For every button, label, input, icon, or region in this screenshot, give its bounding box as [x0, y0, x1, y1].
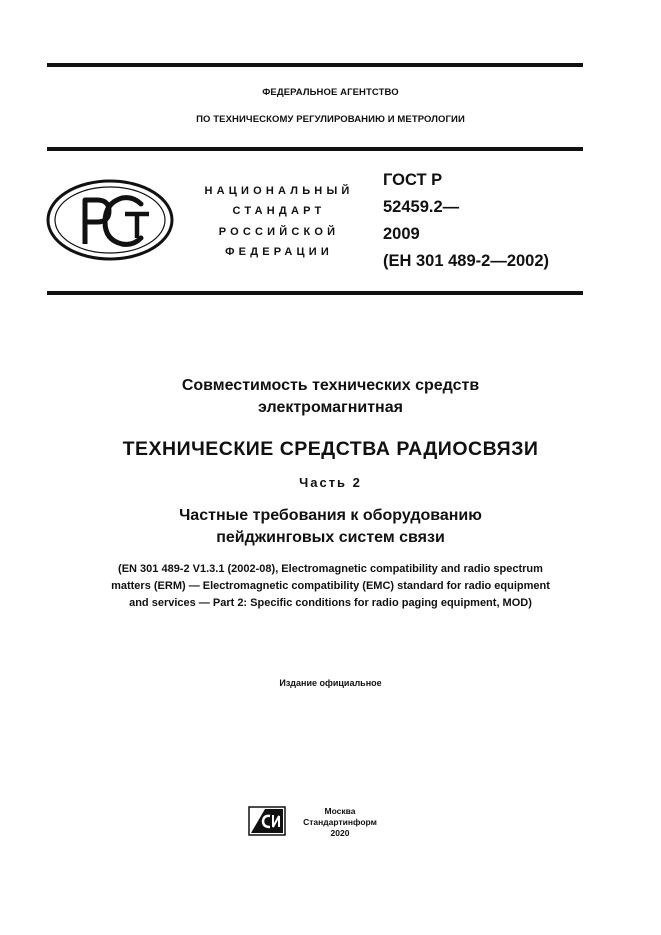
publisher-name: Стандартинформ [303, 817, 377, 827]
agency-line-2: ПО ТЕХНИЧЕСКОМУ РЕГУЛИРОВАНИЮ И МЕТРОЛОГИИ [196, 114, 465, 125]
subtitle-line-1: Частные требования к оборудованию [179, 507, 482, 524]
standard-type-line-2: СТАНДАРТ [232, 205, 326, 217]
standard-type-line-4: ФЕДЕРАЦИИ [225, 246, 333, 258]
standartinform-logo-icon [248, 806, 286, 836]
standard-type-line-1: НАЦИОНАЛЬНЫЙ [204, 185, 354, 197]
part-label: Часть 2 [299, 475, 362, 490]
en-reference-line-2: matters (ERM) — Electromagnetic compatibility (EMC) standard for radio equipment [111, 580, 550, 592]
en-reference-line-3: and services — Part 2: Specific conditions for radio paging equipment, MOD) [129, 597, 532, 609]
designation-rule [47, 291, 583, 295]
main-title: ТЕХНИЧЕСКИЕ СРЕДСТВА РАДИОСВЯЗИ [122, 438, 539, 460]
title-line-2: электромагнитная [258, 399, 403, 416]
publisher-city: Москва [324, 806, 356, 816]
en-reference-line-1: (EN 301 489-2 V1.3.1 (2002-08), Electromagnetic compatibility and radio spectrum [118, 563, 543, 575]
top-rule [47, 63, 583, 67]
title-line-1: Совместимость технических средств [181, 377, 480, 394]
standard-type-line-3: РОССИЙСКОЙ [218, 226, 340, 238]
designation-line-3: 2009 [383, 225, 420, 243]
edition-label: Издание официальное [279, 678, 382, 688]
publisher-year: 2020 [330, 828, 350, 838]
designation-line-1: ГОСТ Р [383, 171, 443, 189]
header-rule [47, 147, 583, 151]
subtitle-line-2: пейджинговых систем связи [216, 529, 445, 546]
agency-line-1: ФЕДЕРАЛЬНОЕ АГЕНТСТВО [262, 87, 399, 98]
designation-line-4: (ЕН 301 489-2—2002) [383, 252, 550, 270]
designation-line-2: 52459.2— [383, 198, 460, 216]
rst-emblem-icon [45, 178, 175, 262]
